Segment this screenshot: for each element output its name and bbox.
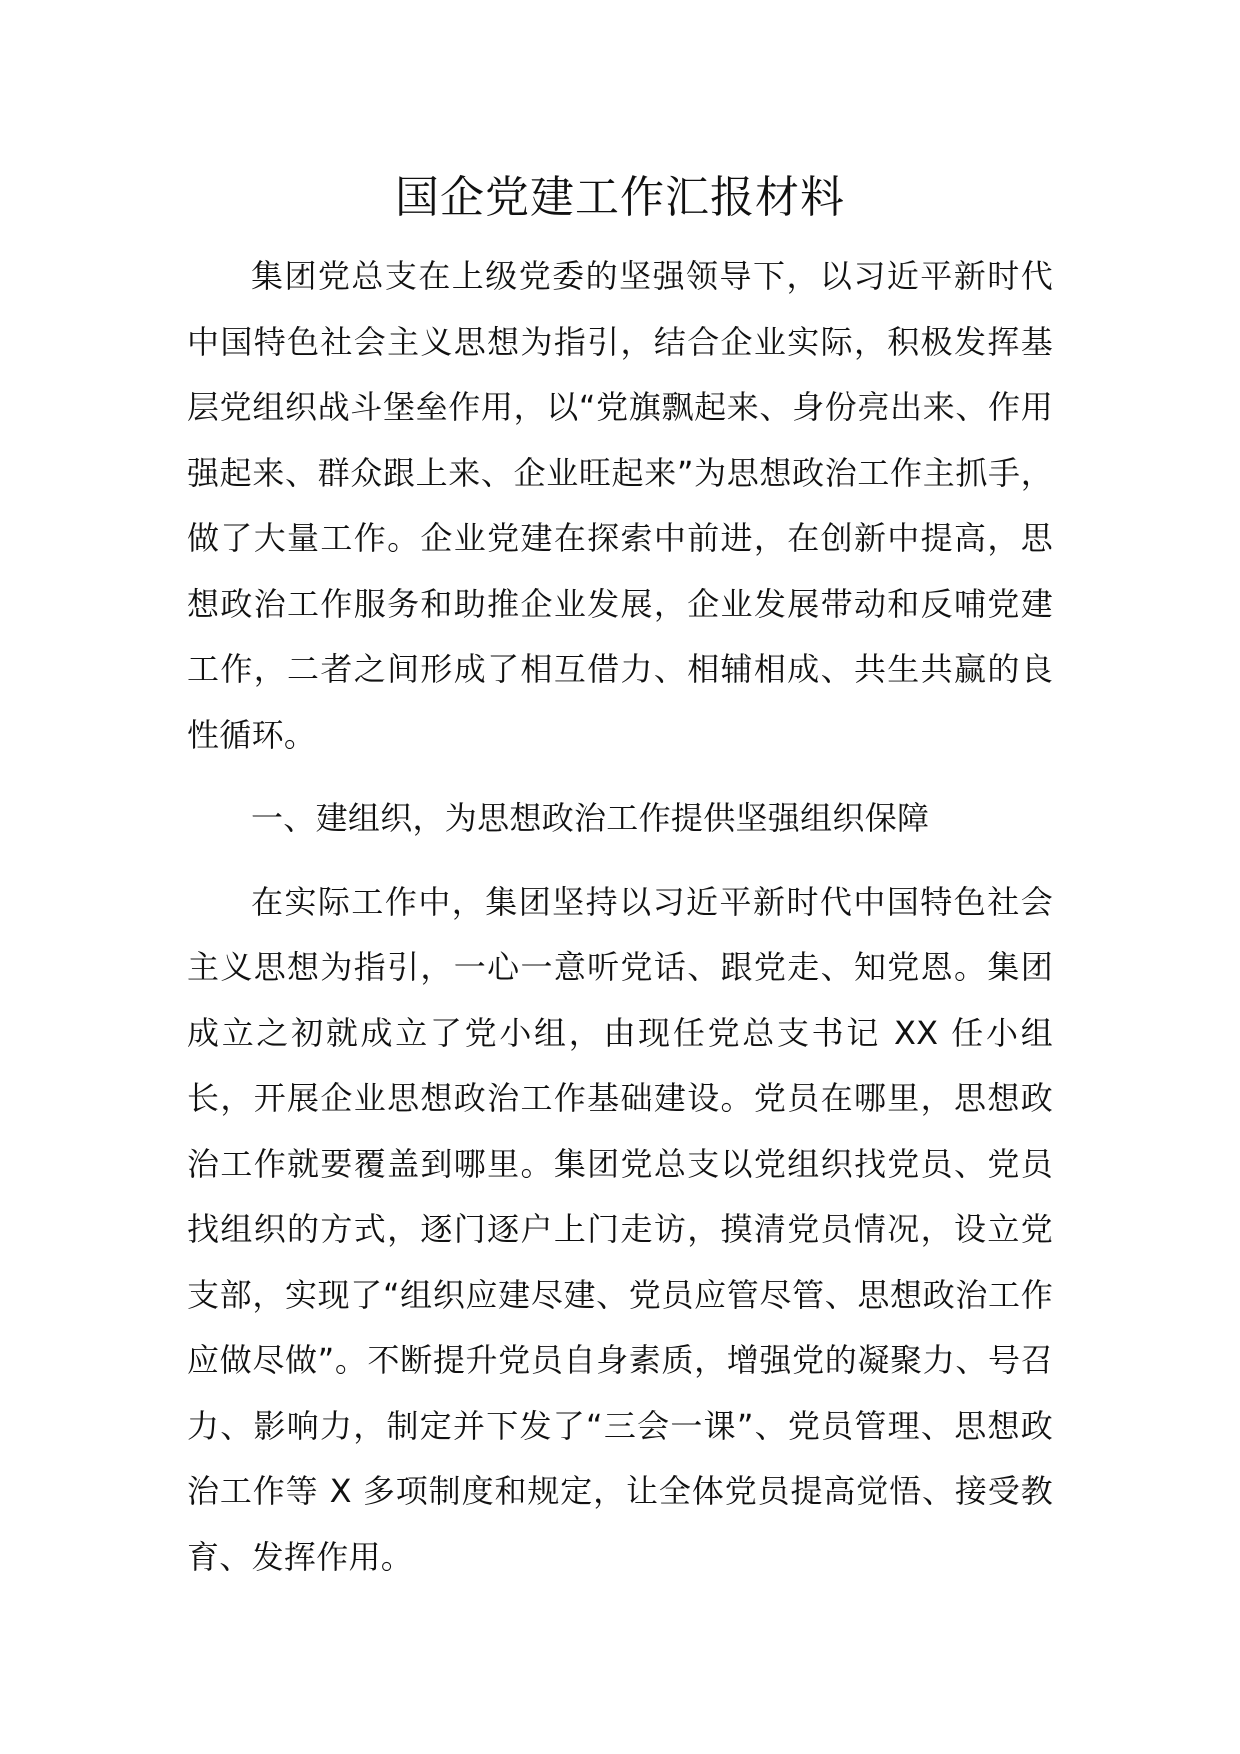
section-paragraph: 在实际工作中，集团坚持以习近平新时代中国特色社会主义思想为指引，一心一意听党话、跟党走、知党恩。集团成立之初就成立了党小组，由现任党总支书记 XX 任小组长，开展企业思想政治工作基础建设。党员在哪里，思想政治工作就要覆盖到哪里。集团党总支以党组织找党员、党员找组织的方式，逐门逐户上门走访，摸清党员情况，设立党支部，实现了“组织应建尽建、党员应管尽管、思想政治工作应做尽做”。不断提升党员自身素质，增强党的凝聚力、号召力、影响力，制定并下发了“三会一课”、党员管理、思想政治工作等 X 多项制度和规定，让全体党员提高觉悟、接受教育、发挥作用。: [187, 882, 1053, 1576]
section-heading: 一、建组织，为思想政治工作提供坚强组织保障: [251, 799, 930, 837]
document-title: 国企党建工作汇报材料: [395, 172, 845, 223]
intro-paragraph: 集团党总支在上级党委的坚强领导下，以习近平新时代中国特色社会主义思想为指引，结合企业实际，积极发挥基层党组织战斗堡垒作用，以“党旗飘起来、身份亮出来、作用强起来、群众跟上来、企业旺起来”为思想政治工作主抓手，做了大量工作。企业党建在探索中前进，在创新中提高，思想政治工作服务和助推企业发展，企业发展带动和反哺党建工作，二者之间形成了相互借力、相辅相成、共生共赢的良性循环。: [187, 257, 1053, 754]
document-body: [187, 244, 1053, 1590]
